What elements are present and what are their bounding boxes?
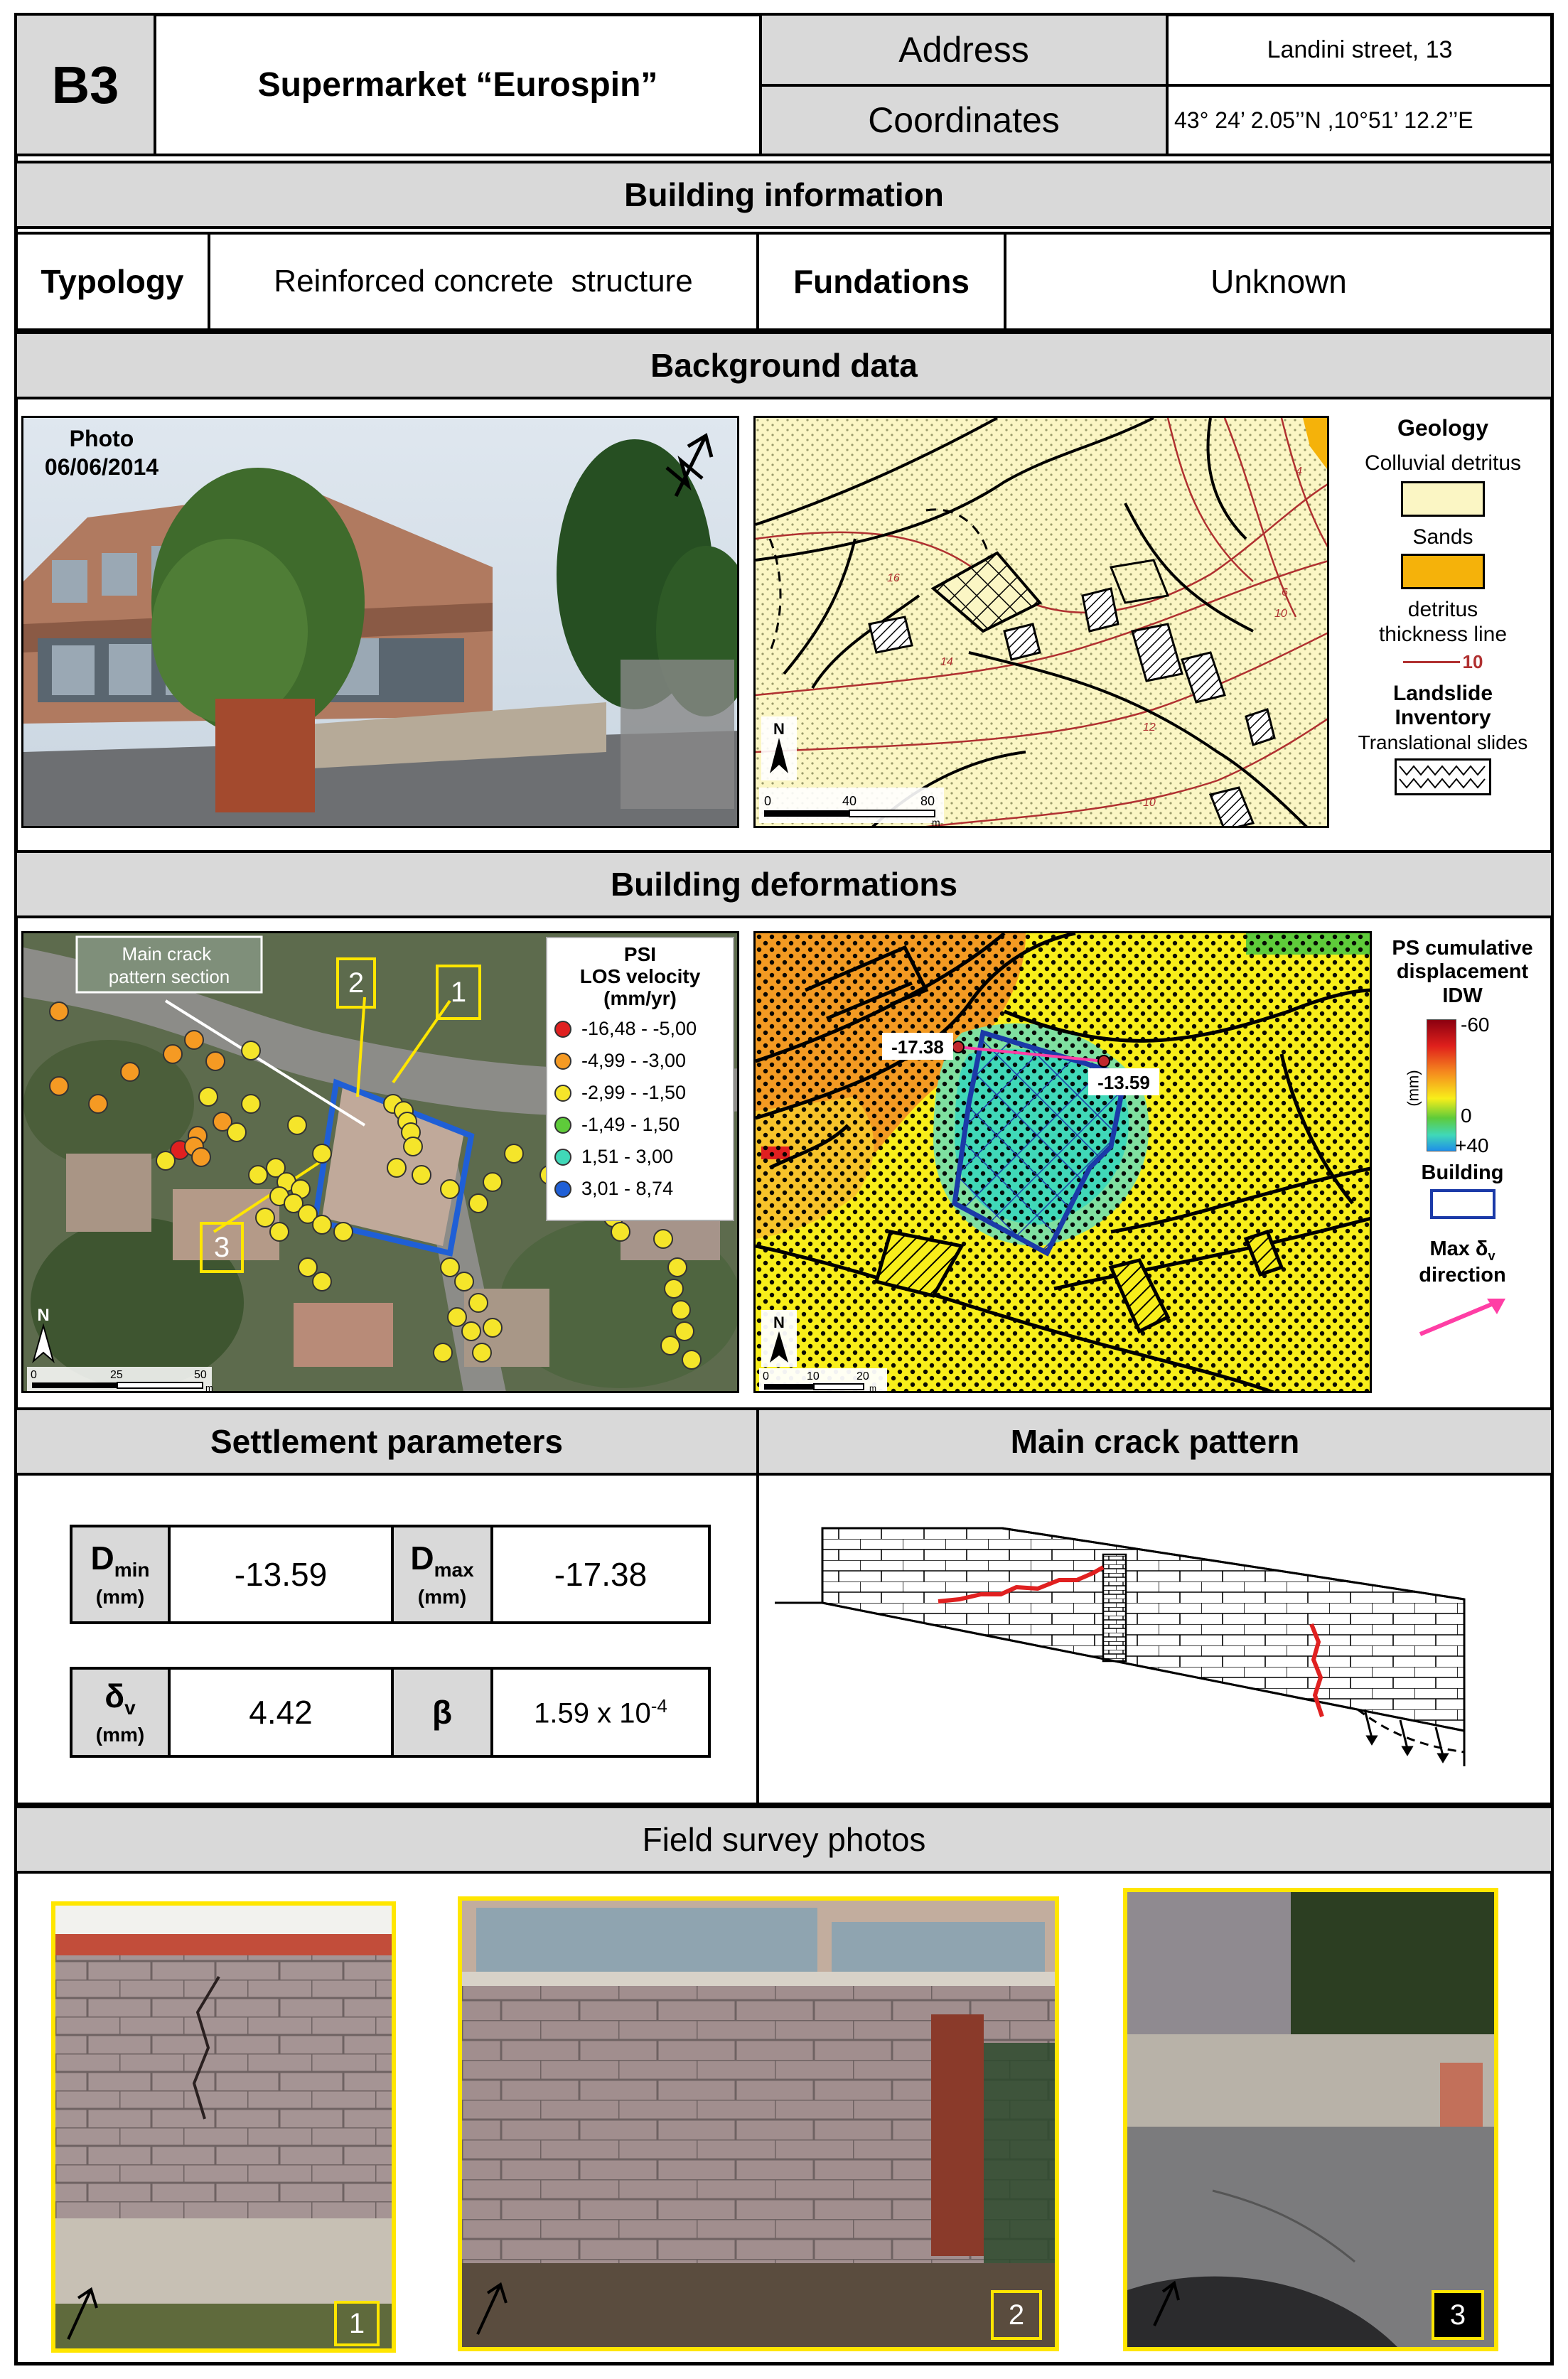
ps-point xyxy=(448,1308,466,1326)
svg-text:N: N xyxy=(37,1306,50,1325)
foundations-value-text: Unknown xyxy=(1210,263,1347,300)
sands-label: Sands xyxy=(1412,525,1473,549)
idw-value-left: -17.38 xyxy=(891,1036,944,1058)
ps-point xyxy=(675,1322,694,1341)
settlement-parameters-bar xyxy=(14,1407,759,1476)
ps-point xyxy=(469,1294,488,1312)
idw-building-swatch xyxy=(1430,1189,1495,1219)
ps-point xyxy=(313,1272,331,1291)
marker-2-label: 2 xyxy=(348,967,365,999)
settlement-parameters-title: Settlement parameters xyxy=(210,1423,563,1460)
psi-legend-row xyxy=(554,1018,726,1040)
ps-point xyxy=(50,1077,68,1095)
main-crack-pattern-title: Main crack pattern xyxy=(1010,1423,1300,1460)
psi-satellite-map xyxy=(21,931,739,1393)
ps-point xyxy=(387,1159,406,1177)
typology-value xyxy=(208,232,759,331)
contour-label: 4 xyxy=(1296,466,1302,478)
ps-point xyxy=(455,1272,473,1291)
ps-point xyxy=(270,1223,289,1241)
address-value-text: Landini street, 13 xyxy=(1267,36,1453,63)
ps-point xyxy=(185,1031,203,1049)
field-photo-1 xyxy=(51,1901,396,2353)
typology-label xyxy=(14,232,210,331)
scale-tick: 20 xyxy=(857,1370,869,1382)
contour-label: 10 xyxy=(1274,608,1287,620)
delta-v-symbol: δ xyxy=(104,1677,125,1714)
psi-legend-title-2: LOS velocity xyxy=(579,965,701,987)
dmin-unit: (mm) xyxy=(95,1586,145,1609)
ps-point xyxy=(611,1223,630,1241)
dmax-symbol: D xyxy=(410,1539,434,1577)
field-photo-3-label xyxy=(1432,2290,1484,2340)
psi-legend-label: -1,49 - 1,50 xyxy=(581,1114,680,1136)
idw-legend-title-3: IDW xyxy=(1442,984,1483,1007)
contour-label: 12 xyxy=(1143,721,1156,734)
street-photo-image xyxy=(23,418,739,828)
scale-unit: m xyxy=(869,1383,876,1393)
foundations-label xyxy=(756,232,1006,331)
dmin-label xyxy=(70,1525,171,1624)
ps-point xyxy=(121,1063,139,1081)
scale-tick: 10 xyxy=(807,1370,820,1382)
street-photo xyxy=(21,416,739,828)
translational-swatch xyxy=(1395,758,1491,795)
main-crack-pattern-bar xyxy=(756,1407,1554,1476)
beta-symbol: β xyxy=(431,1694,453,1731)
dmin-value xyxy=(168,1525,394,1624)
idw-unit-label: (mm) xyxy=(1404,1070,1422,1107)
idw-max-label: -60 xyxy=(1461,1014,1490,1036)
scale-tick: 25 xyxy=(110,1369,123,1381)
scale-tick: 0 xyxy=(763,1370,769,1382)
ps-point xyxy=(249,1166,267,1184)
address-label xyxy=(759,13,1169,87)
building-code xyxy=(14,13,156,156)
ps-point xyxy=(192,1148,210,1166)
marker-1 xyxy=(436,965,481,1020)
marker-2 xyxy=(336,957,376,1009)
geology-map-svg xyxy=(756,418,1329,828)
field-photo-2 xyxy=(458,1896,1059,2351)
delta-v-value xyxy=(168,1667,394,1758)
sands-swatch xyxy=(1401,554,1485,589)
building-code-text: B3 xyxy=(51,55,119,114)
idw-legend xyxy=(1375,931,1550,1400)
dmax-value xyxy=(490,1525,711,1624)
thickness-label-1: detritus xyxy=(1407,598,1478,621)
building-deformations-bar xyxy=(14,850,1554,918)
idw-legend-title-1: PS cumulative xyxy=(1392,937,1533,960)
scale-tick: 80 xyxy=(920,794,935,808)
delta-v-unit: (mm) xyxy=(95,1724,145,1746)
scale-unit: m xyxy=(205,1382,213,1393)
field-photo-3-image xyxy=(1127,1892,1494,2347)
coordinates-label xyxy=(759,84,1169,156)
psi-legend-swatch xyxy=(554,1085,571,1102)
ps-point xyxy=(654,1230,672,1248)
psi-legend-label: 3,01 - 8,74 xyxy=(581,1178,674,1200)
crack-pattern-svg xyxy=(775,1496,1542,1802)
beta-label xyxy=(391,1667,493,1758)
ps-point xyxy=(412,1166,431,1184)
scale-tick: 50 xyxy=(194,1369,207,1381)
dmin-value-text: -13.59 xyxy=(234,1556,328,1593)
direction-arrow-icon xyxy=(1413,1291,1513,1341)
photo-caption-date: 06/06/2014 xyxy=(44,454,159,480)
callout-line-1: Main crack xyxy=(122,943,212,965)
address-label-text: Address xyxy=(898,30,1029,70)
photo-caption-title: Photo xyxy=(69,426,134,451)
idw-direction-sub: v xyxy=(1488,1248,1495,1263)
ps-point xyxy=(473,1343,491,1362)
building-name xyxy=(154,13,762,156)
ps-point xyxy=(256,1208,274,1227)
ps-point xyxy=(206,1052,225,1070)
field-photo-1-image xyxy=(55,1906,392,2348)
beta-exponent: -4 xyxy=(650,1695,667,1717)
ps-point xyxy=(505,1144,523,1163)
landslide-title-1: Landslide xyxy=(1392,682,1493,705)
ps-point xyxy=(242,1095,260,1113)
coordinates-value-text: 43° 24’ 2.05’’N ,10°51’ 12.2’’E xyxy=(1174,107,1473,133)
thickness-label-2: thickness line xyxy=(1378,622,1508,646)
geology-map xyxy=(753,416,1329,828)
marker-3 xyxy=(200,1222,244,1273)
idw-direction-label-1 xyxy=(1375,1237,1550,1264)
psi-legend-swatch xyxy=(554,1181,571,1198)
typology-label-text: Typology xyxy=(41,263,184,300)
crack-pattern-drawing xyxy=(775,1496,1542,1802)
psi-legend-label: -4,99 - -3,00 xyxy=(581,1050,687,1072)
dmax-label xyxy=(391,1525,493,1624)
delta-v-sub: v xyxy=(124,1697,136,1719)
ps-point xyxy=(89,1095,107,1113)
delta-v-value-text: 4.42 xyxy=(249,1694,313,1731)
ps-point xyxy=(462,1322,480,1341)
psi-legend-label: -16,48 - -5,00 xyxy=(581,1018,697,1040)
psi-legend xyxy=(546,937,734,1221)
contour-label: 6 xyxy=(1282,586,1288,598)
psi-legend-row xyxy=(554,1050,726,1072)
psi-legend-swatch xyxy=(554,1149,571,1166)
ps-point xyxy=(469,1194,488,1213)
ps-point xyxy=(404,1137,422,1156)
field-photo-3-number: 3 xyxy=(1449,2299,1466,2331)
marker-3-label: 3 xyxy=(213,1231,230,1263)
geology-legend-title: Geology xyxy=(1397,415,1488,441)
idw-min-label: +40 xyxy=(1455,1134,1489,1157)
ps-point xyxy=(163,1045,182,1063)
translational-label: Translational slides xyxy=(1358,731,1528,753)
ps-point xyxy=(50,1002,68,1021)
address-value xyxy=(1166,13,1554,87)
foundations-label-text: Fundations xyxy=(793,263,970,300)
dmax-sub: max xyxy=(434,1559,474,1581)
north-letter: N xyxy=(773,720,785,738)
psi-legend-label: -2,99 - -1,50 xyxy=(581,1082,687,1104)
ps-point xyxy=(672,1301,690,1319)
ps-point xyxy=(156,1151,175,1170)
beta-mantissa: 1.59 x 10 xyxy=(534,1697,651,1729)
typology-value-text: Reinforced concrete structure xyxy=(274,264,693,299)
psi-legend-swatch xyxy=(554,1053,571,1070)
ps-point xyxy=(483,1319,502,1337)
ps-point xyxy=(483,1173,502,1191)
background-data-title: Background data xyxy=(650,347,918,384)
psi-legend-title-3: (mm/yr) xyxy=(603,987,677,1009)
building-information-bar xyxy=(14,161,1554,229)
dmin-sub: min xyxy=(114,1559,150,1581)
idw-value-right: -13.59 xyxy=(1097,1072,1150,1093)
ps-point xyxy=(199,1088,218,1106)
psi-legend-label: 1,51 - 3,00 xyxy=(581,1146,674,1168)
beta-value-text xyxy=(534,1695,667,1729)
field-survey-title: Field survey photos xyxy=(642,1821,926,1858)
ps-point xyxy=(665,1279,683,1298)
field-photo-1-number: 1 xyxy=(348,2307,365,2339)
dmin-symbol: D xyxy=(90,1539,114,1577)
background-data-bar xyxy=(14,331,1554,399)
ps-point xyxy=(434,1343,452,1362)
callout-line-2: pattern section xyxy=(108,966,230,987)
field-photo-3 xyxy=(1123,1888,1498,2351)
ps-point xyxy=(313,1144,331,1163)
idw-direction-text: Max δ xyxy=(1429,1237,1488,1261)
scale-unit: m xyxy=(932,817,940,828)
idw-map-svg xyxy=(756,933,1372,1393)
ps-point xyxy=(227,1123,246,1142)
scale-tick: 0 xyxy=(764,794,772,808)
ps-point xyxy=(242,1041,260,1060)
building-information-title: Building information xyxy=(624,176,944,213)
field-survey-bar xyxy=(14,1805,1554,1874)
idw-building-label: Building xyxy=(1421,1161,1504,1185)
ps-point xyxy=(334,1223,353,1241)
thickness-line-sample xyxy=(1336,651,1550,673)
idw-mid-label: 0 xyxy=(1461,1105,1472,1127)
ps-point xyxy=(682,1350,701,1369)
field-photo-1-label xyxy=(334,2301,380,2346)
building-deformations-title: Building deformations xyxy=(610,866,958,903)
idw-direction-label-2: direction xyxy=(1419,1263,1506,1287)
dmax-value-text: -17.38 xyxy=(554,1556,648,1593)
psi-legend-row xyxy=(554,1178,726,1200)
ps-point xyxy=(313,1215,331,1234)
psi-legend-swatch xyxy=(554,1021,571,1038)
scale-tick: 40 xyxy=(842,794,857,808)
geology-legend xyxy=(1336,412,1550,832)
colluvial-swatch xyxy=(1401,481,1485,517)
idw-displacement-map xyxy=(753,931,1372,1393)
ps-point xyxy=(441,1258,459,1277)
field-photo-2-label xyxy=(991,2290,1042,2340)
building-name-text: Supermarket “Eurospin” xyxy=(257,65,658,104)
field-photo-2-image xyxy=(462,1901,1055,2347)
idw-legend-title-2: displacement xyxy=(1396,960,1529,984)
ps-point xyxy=(668,1258,687,1277)
psi-legend-swatch xyxy=(554,1117,571,1134)
colluvial-label: Colluvial detritus xyxy=(1364,451,1522,475)
marker-1-label: 1 xyxy=(450,976,467,1008)
landslide-title-2: Inventory xyxy=(1395,706,1491,729)
psi-legend-row xyxy=(554,1114,726,1136)
psi-legend-row xyxy=(554,1082,726,1104)
scale-tick: 0 xyxy=(31,1369,37,1381)
beta-value xyxy=(490,1667,711,1758)
ps-point xyxy=(661,1336,680,1355)
ps-point xyxy=(299,1258,317,1277)
field-photo-2-number: 2 xyxy=(1008,2299,1025,2331)
psi-legend-title-1: PSI xyxy=(623,943,657,965)
idw-color-bar xyxy=(1375,1014,1550,1156)
contour-label: 14 xyxy=(940,656,953,668)
dmax-unit: (mm) xyxy=(417,1586,467,1609)
psi-legend-row xyxy=(554,1146,726,1168)
ps-point xyxy=(441,1180,459,1198)
svg-text:N: N xyxy=(773,1314,785,1331)
delta-v-label xyxy=(70,1667,171,1758)
ps-point xyxy=(288,1116,306,1134)
coordinates-label-text: Coordinates xyxy=(868,100,1060,140)
contour-label: 16 xyxy=(887,572,900,584)
thickness-line-value: 10 xyxy=(1462,651,1483,672)
contour-label: 10 xyxy=(1143,797,1156,809)
coordinates-value xyxy=(1166,84,1554,156)
foundations-value xyxy=(1004,232,1554,331)
